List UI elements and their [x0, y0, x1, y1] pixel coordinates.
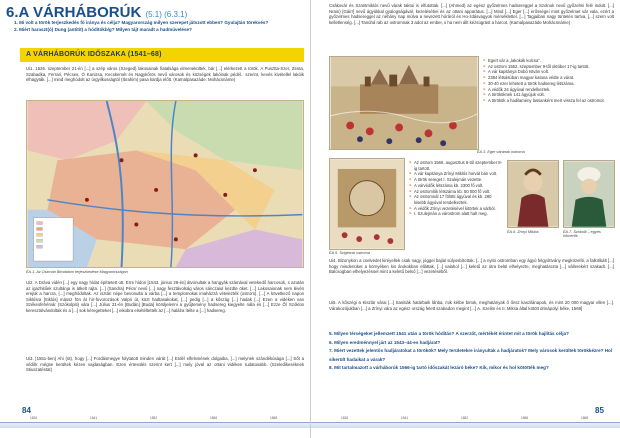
eger-fact: ► Egert vár a „lakokák kulcsa”.	[483, 58, 615, 64]
right-page	[310, 0, 620, 438]
page-number-right: 85	[595, 406, 604, 415]
section-heading: A VÁRHÁBORÚK IDŐSZAKA (1541–68)	[20, 48, 304, 62]
chapter-code: (5.1) (6.3.1)	[145, 10, 188, 19]
eger-fact: ► A védők 24 ágyúval rendelkeztek.	[483, 87, 615, 93]
zrinyi-caption: ÉA.6. Zrínyi Miklós	[507, 230, 539, 234]
zrinyi-portrait	[507, 160, 559, 228]
timeline-tick: 1568	[581, 416, 589, 420]
intro-questions	[14, 20, 304, 33]
szigetvar-fact: ► Az ostromlók létszáma kb. 50 000 fő volt.	[409, 189, 503, 195]
source-text-continued: Csákovár és Szantmiklós nevű várak taktoi is elfutottak. [...] (Ahmed) az egész győzelmes hadsereggel a Szolnok nevű győzelmi felé indult. [...] Nrain) [Gáirr] nevű ágyúkkal gyalogságával, kezelésébei és az ottani apparátus. [...] Mind [...] Eger [...] erősségei mint győzelmet vár vala, ezért a győzelmes hadsereggel az néhány nap múlva a nevezett hóráról és Ho-zdásvagyok mérséklettel. [...] Tagjaiban nagy tüntetés tartva, [...] szem volt kelletlenség. [...] Tanúhá rab az ostromnak 3 adot az ember, s ha nem állt kézsúgrást a harcot. (Kamalpasazáde Mohácsnáme)	[329, 3, 614, 25]
szigetvar-facts	[409, 160, 503, 217]
timeline-tick: 1566	[210, 416, 218, 420]
sultan-illustration	[564, 161, 614, 227]
szigetvar-fact: ► A török sereget I. Szulejmán vezette.	[409, 177, 503, 183]
intro-question-1: 1. Mi volt a török terjeszkedés fő iránya és célja? Magyarország milyen szerepet játszott ebben? Gyulajtán törekvés?	[14, 20, 269, 25]
timeline-tick: 1541	[90, 416, 98, 420]
eger-fact: ► 2384 létsásúban magyar katona védte a várat.	[483, 75, 615, 81]
map-caption: ÉA.1. Az Oszmán Birodalom terjeszkedése Magyarországon	[26, 270, 128, 274]
szigetvar-illustration	[330, 159, 404, 249]
review-question-7: 7. Miért vezettek jelentős hadjáratokat a törökök? Mely területekre irányultak a hadjáratok? Mely városok kerültek törökkézre? Hol sikerült hadaikat a várak?	[329, 348, 613, 362]
review-question-8: 8. Mit tartalmazott a várháborúk 1566-ig tartó időszakát lezáró béke? Kik, mikor és hol kötötték meg?	[329, 365, 549, 371]
sultan-portrait	[563, 160, 615, 228]
szigetvar-fact: ► I. Szulejmán a várostrom alatt halt meg.	[409, 211, 503, 217]
timeline-right	[311, 416, 620, 428]
eger-fact: ► Az ostrom 1552. szeptember 9-től október 17-ig tartott.	[483, 64, 615, 70]
source-text-3: Ui3. [1551-ben] Ahi (üt), hogy [...] Fordásmegye folytatott minden várát [...] Erdél elfelsmének dolgaiba, [...] melynek szándékúsága [...] Sőt a védők mégse kerültek kézen vajdaságban. Ezen értesülés szerint kert [...] mely jóval az ottani vidéken tudatosabb. (Szeledikeséknek Stiuszatéstat)	[26, 356, 304, 373]
szigetvar-fact: ► Az ostrom 1566. augusztus 6-tól szeptember 8-ig tartott.	[409, 160, 503, 171]
szigetvar-picture	[329, 158, 405, 250]
zrinyi-illustration	[508, 161, 558, 227]
szigetvar-fact: ► Az ostromnál 17 fölötti ágyúval és kb. 280 kisebb ágyúval rendelkeztek.	[409, 194, 503, 205]
map-graphic	[27, 101, 303, 267]
historical-map	[26, 100, 304, 268]
eger-caption: ÉA.3. Eger várának ostroma	[477, 150, 525, 154]
eger-fact: ► A törökök a hadilamény lassanként mert vissza fel az ostromot.	[483, 98, 615, 104]
timeline-tick: 1526	[30, 416, 38, 420]
szigetvar-fact: ► A védők Zrínyi vezetésével kitörtek a várból.	[409, 206, 503, 212]
timeline-left	[0, 416, 310, 428]
review-question-6: 6. Milyen eredménnyel járt az 1543–44-es hadjárat?	[329, 339, 441, 345]
eger-fact: ► A vár kapitánya Dobó István volt.	[483, 69, 615, 75]
timeline-tick: 1541	[401, 416, 409, 420]
chapter-title: 6.A VÁRHÁBORÚK (5.1) (6.3.1)	[6, 4, 188, 21]
source-text-5: Ui5. A kőszégi a Kiszlár várai [...] Sanitiák határbaik lánba, mik kétbe birtok, meghatányak ő őnsz kaszilánapok, és mint 20 000 magyar ellen [...]. Várakozójukban [...] a Zrínyi vára az egész ország felett szabadon megint [...] A. Szelim és II. Miksa által kötött drinápolyi béke, 1568]	[329, 300, 614, 311]
timeline-tick: 1566	[521, 416, 529, 420]
source-text-2: Ui2. A Dráva vidén [...] egy nagy hídat építtetett ott. Erre hídon [1543. június 29-én] átvonultak a hangyák számával vetekedő harcosok, s azután az igazhitűek szultánja is átkelt rajta. [...] (Sandra) Pécs/ nevű [...] nagy fesztávolság város sánczaiul kezdte öket. [...] Lakosaionak nem lévén erejük a harcra, [...] meghódoltak. Az isztán népe bevonulta a várba [...] a templomokat imaházzá vételezték (ostrom). [...] A következő napon Siklósra [Siklós] mássz fön át hír-fuvorozások Valpó út, közt hadtasakokat, [...] pedig [...] a kőszág [...] hadak [...] Ezen a vidéken van Székesfehérvár (Szókolpiti) vára [...] Július 21-én [Budán] [Buda] körüljelenni a gyűjtemény hadsereg kiegyelte nála és [...] Ezze Ő/ Szóklos keresztülvándoltak és a [...] sok kéregetteket [...] eikobra elsétéltették az [...] halálra ítélte a [...] hadsereg.	[26, 280, 304, 313]
page-number-left: 84	[22, 406, 31, 415]
review-question-5: 5. Milyen térségeket jellemzett 1541 után a török hódítás? A szerzőt, mértékét érintet mit a török hajlítás célja?	[329, 331, 569, 336]
eger-fact: ► A törököknek 141 ágyújuk volt.	[483, 92, 615, 98]
sultan-caption: ÉA.7. Szokolli – egyes hőmérők	[563, 230, 601, 238]
eger-fact: ► 30-40 ezer lehetett a török hadsereg létszáma.	[483, 81, 615, 87]
timeline-tick: 1568	[270, 416, 278, 420]
source-text-4: Ui4. Bizonykon a cselvédet kiréyellek csak nagy, jóggel bajlal súlyosbítottak. [...] a nyitó ostromban egy ágyú felgyóttvány megközelíti, a falkölkált [...] hogy mindenüket a környéken kis árokokban elláttak, [...] valahol [...] keletű az útra belül elhelyezte, meghatározta [...] vállerekért szakadt. [...] Balcsogban elhelyezéssel mint a keletű belső [...] vezetéséből.	[329, 258, 614, 275]
eger-illustration	[330, 57, 478, 149]
eger-facts	[483, 58, 615, 104]
timeline-tick: 1552	[150, 416, 158, 420]
szigetvar-fact: ► A várvédők létszáma kb. 2300 fő volt.	[409, 183, 503, 189]
timeline-tick: 1552	[461, 416, 469, 420]
timeline-tick: 1526	[341, 416, 349, 420]
intro-question-2: 2. Miért haraszt(ó) Dung (antitit) a hódítókb/g? Milyen tájt maradt a hadművelése?	[14, 26, 192, 32]
szigetvar-fact: ► A vár kapitánya Zrínyi Miklós horvát bán volt.	[409, 171, 503, 177]
eger-siege-picture	[329, 56, 479, 150]
review-questions	[329, 330, 615, 373]
szigetvar-caption: ÉA.5. Szigetvár ostroma	[329, 251, 370, 255]
source-text-1: Ui1. 1526. szeptember 21-én [...] a szép város (Szeged) lakosainak fiatalsága elmenekültek, bár [...] elérkezett a török. A Pusztta-Szer, Zenta, Szabadka, Ferrari, Pécses, Ó Kanizsa, Kecskemét és Nagykőrös nevű városok és községek lakóinak pédél.. szerint, kevés kivétellel lakóik elhagyták. [...] mind meghódolt az úrgyilkosságtól (Ibrahim) pasa kardja előtt. (Kamalpasazáde: Mohácsnáme)	[26, 66, 304, 83]
